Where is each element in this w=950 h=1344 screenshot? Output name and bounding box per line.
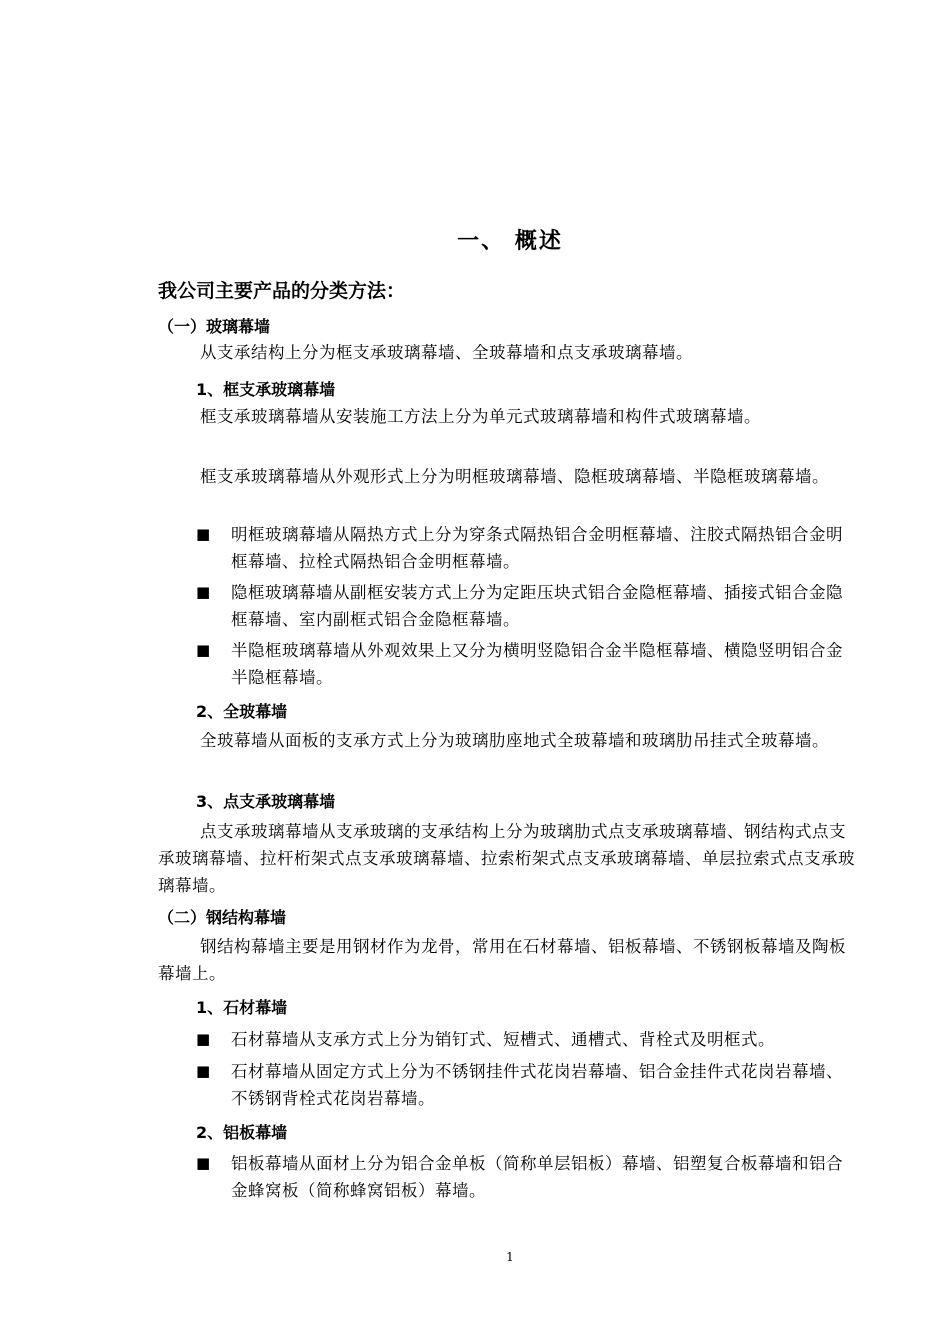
bullet-square-icon: ■ [196, 525, 211, 543]
section-intro-glass: 从支承结构上分为框支承玻璃幕墙、全玻幕墙和点支承玻璃幕墙。 [200, 343, 693, 362]
list-item-text: 铝板幕墙从面材上分为铝合金单板（简称单层铝板）幕墙、铝塑复合板幕墙和铝合金蜂窝板（简称蜂窝铝板）幕墙。 [231, 1154, 843, 1200]
section-heading-glass: （一）玻璃幕墙 [158, 317, 271, 336]
subheading-aluminum: 2、铝板幕墙 [196, 1123, 288, 1142]
section-heading-steel: （二）钢结构幕墙 [158, 908, 287, 927]
list-item [196, 637, 858, 691]
subheading-full-glass: 2、全玻幕墙 [196, 702, 288, 721]
bullet-square-icon: ■ [196, 583, 211, 601]
paragraph-full-glass: 全玻幕墙从面板的支承方式上分为玻璃肋座地式全玻幕墙和玻璃肋吊挂式全玻幕墙。 [200, 731, 829, 750]
paragraph-point-supported: 点支承玻璃幕墙从支承玻璃的支承结构上分为玻璃肋式点支承玻璃幕墙、钢结构式点支承玻璃幕墙、拉杆桁架式点支承玻璃幕墙、拉索桁架式点支承玻璃幕墙、单层拉索式点支承玻璃幕墙。 [158, 822, 855, 895]
list-item-text: 石材幕墙从固定方式上分为不锈钢挂件式花岗岩幕墙、铝合金挂件式花岗岩幕墙、不锈钢背栓式花岗岩幕墙。 [231, 1062, 843, 1108]
list-item [196, 1026, 858, 1053]
main-heading: 我公司主要产品的分类方法： [158, 280, 406, 302]
bullet-square-icon: ■ [196, 1154, 211, 1172]
list-item [196, 579, 858, 633]
list-item [196, 521, 858, 575]
subheading-stone: 1、石材幕墙 [196, 998, 288, 1017]
list-item-text: 半隐框玻璃幕墙从外观效果上又分为横明竖隐铝合金半隐框幕墙、横隐竖明铝合金半隐框幕墙。 [231, 641, 843, 687]
list-item [196, 1058, 858, 1112]
bullet-square-icon: ■ [196, 641, 211, 659]
list-item-text: 石材幕墙从支承方式上分为销钉式、短槽式、通槽式、背栓式及明框式。 [231, 1030, 775, 1049]
paragraph-frame-install: 框支承玻璃幕墙从安装施工方法上分为单元式玻璃幕墙和构件式玻璃幕墙。 [200, 407, 761, 426]
bullet-square-icon: ■ [196, 1030, 211, 1048]
subheading-frame-supported: 1、框支承玻璃幕墙 [196, 380, 336, 399]
page-title: 一、 概述 [457, 229, 563, 254]
section-intro-steel: 钢结构幕墙主要是用钢材作为龙骨，常用在石材幕墙、铝板幕墙、不锈钢板幕墙及陶板幕墙上。 [158, 937, 846, 983]
list-item [196, 1150, 858, 1204]
subheading-point-supported: 3、点支承玻璃幕墙 [196, 792, 336, 811]
paragraph-frame-appearance: 框支承玻璃幕墙从外观形式上分为明框玻璃幕墙、隐框玻璃幕墙、半隐框玻璃幕墙。 [200, 467, 829, 486]
page-number: 1 [506, 1250, 514, 1264]
list-item-text: 隐框玻璃幕墙从副框安装方式上分为定距压块式铝合金隐框幕墙、插接式铝合金隐框幕墙、室内副框式铝合金隐框幕墙。 [231, 583, 843, 629]
bullet-square-icon: ■ [196, 1062, 211, 1080]
list-item-text: 明框玻璃幕墙从隔热方式上分为穿条式隔热铝合金明框幕墙、注胶式隔热铝合金明框幕墙、拉栓式隔热铝合金明框幕墙。 [231, 525, 843, 571]
